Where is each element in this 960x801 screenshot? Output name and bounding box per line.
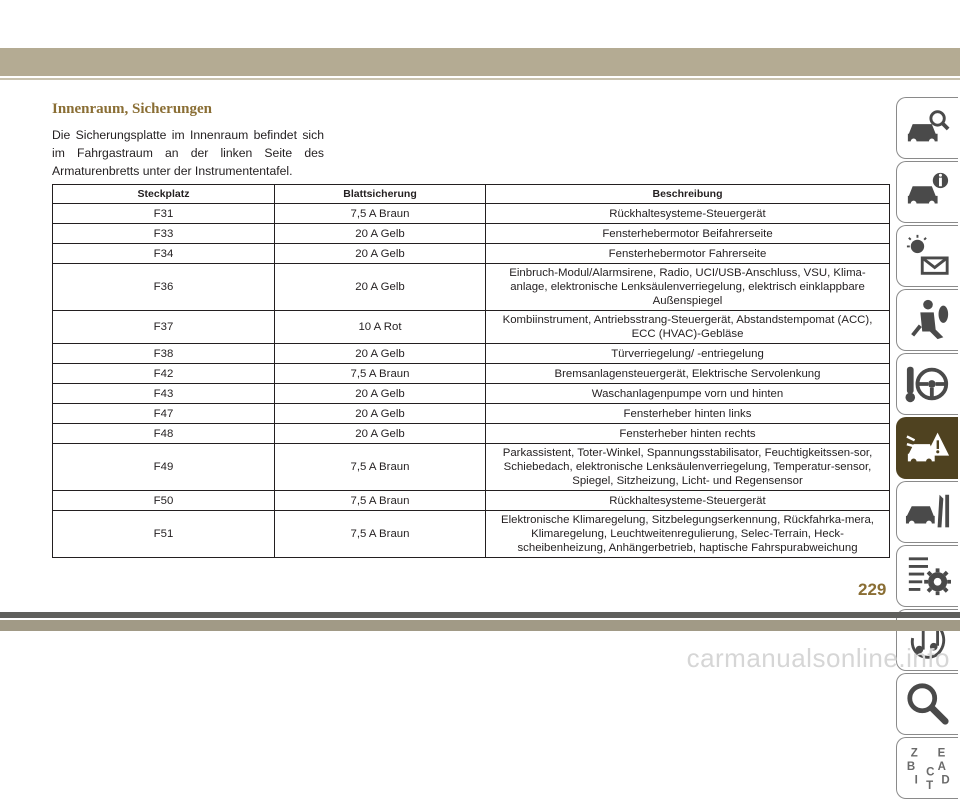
table-row	[53, 311, 890, 344]
header-fuse: Blattsicherung	[275, 185, 486, 204]
cell-description: Fensterhebermotor Beifahrerseite	[486, 224, 890, 244]
cell-description: Einbruch-Modul/Alarmsirene, Radio, UCI/USB-Anschluss, VSU, Klima-anlage, elektronische Lenksäulenverriegelung, elektrisch einklappbare Außenspiegel	[486, 264, 890, 311]
table-body	[53, 204, 890, 558]
header-slot: Steckplatz	[53, 185, 275, 204]
cell-description: Fensterhebermotor Fahrerseite	[486, 244, 890, 264]
cell-description: Kombiinstrument, Antriebsstrang-Steuergerät, Abstandstempomat (ACC), ECC (HVAC)-Gebläse	[486, 311, 890, 344]
watermark: carmanualsonline.info	[686, 643, 950, 673]
cell-slot: F49	[53, 444, 275, 491]
car-search-icon	[905, 105, 951, 151]
index-letter: D	[941, 774, 950, 787]
cell-slot: F36	[53, 264, 275, 311]
table-row	[53, 424, 890, 444]
page-number: 229	[858, 580, 887, 599]
table-row	[53, 491, 890, 511]
intro-paragraph: Die Sicherungsplatte im Innenraum befindet sich im Fahrgastraum an der linken Seite des Armaturenbretts unter der Instrumententafel.	[52, 128, 324, 178]
index-letters-icon	[905, 745, 951, 791]
fuse-table	[52, 184, 890, 558]
table-row	[53, 344, 890, 364]
table-row	[53, 264, 890, 311]
chapter-tab-steering-wheel-key[interactable]	[896, 353, 958, 415]
cell-fuse: 7,5 A Braun	[275, 204, 486, 224]
chapter-tab-car-search[interactable]	[896, 97, 958, 159]
index-letter: Z	[910, 747, 918, 760]
table-row	[53, 444, 890, 491]
specifications-gear-icon	[905, 553, 951, 599]
chapter-tab-warning-lights-message[interactable]	[896, 225, 958, 287]
index-letter: C	[926, 766, 935, 779]
cell-fuse: 7,5 A Braun	[275, 491, 486, 511]
chapter-tab-airbag-seat[interactable]	[896, 289, 958, 351]
table-row	[53, 224, 890, 244]
cell-slot: F38	[53, 344, 275, 364]
chapter-tabs	[896, 97, 960, 801]
chapter-tab-index-letters[interactable]	[896, 737, 958, 799]
table-header-row	[53, 185, 890, 204]
search-magnifier-icon	[905, 681, 951, 727]
airbag-seat-icon	[905, 297, 951, 343]
car-service-icon	[905, 489, 951, 535]
cell-description: Parkassistent, Toter-Winkel, Spannungsstabilisator, Feuchtigkeitssen-sor, Schiebedach, elektronische Lenksäulenverriegelung, Temperatur-sensor, Spiegel, Sitzheizung, Licht- und Regensensor	[486, 444, 890, 491]
cell-slot: F50	[53, 491, 275, 511]
index-letter: I	[914, 774, 918, 787]
header-description: Beschreibung	[486, 185, 890, 204]
cell-fuse: 20 A Gelb	[275, 264, 486, 311]
cell-description: Rückhaltesysteme-Steuergerät	[486, 204, 890, 224]
cell-description: Elektronische Klimaregelung, Sitzbelegungserkennung, Rückfahrka-mera, Klimaregelung, Leuchtweitenregulierung, Selec-Terrain, Heck-scheibenheizung, Anhängerbetrieb, haptische Fahrspurabweichung	[486, 511, 890, 558]
cell-slot: F37	[53, 311, 275, 344]
cell-slot: F47	[53, 404, 275, 424]
chapter-tab-car-info[interactable]	[896, 161, 958, 223]
chapter-tab-roadside-emergency[interactable]	[896, 417, 958, 479]
cell-fuse: 10 A Rot	[275, 311, 486, 344]
cell-fuse: 20 A Gelb	[275, 384, 486, 404]
index-letter: E	[937, 747, 946, 760]
chapter-tab-car-service[interactable]	[896, 481, 958, 543]
table-row	[53, 404, 890, 424]
cell-description: Bremsanlagensteuergerät, Elektrische Servolenkung	[486, 364, 890, 384]
cell-slot: F48	[53, 424, 275, 444]
cell-fuse: 7,5 A Braun	[275, 444, 486, 491]
index-letter: B	[906, 760, 916, 773]
cell-fuse: 20 A Gelb	[275, 404, 486, 424]
table-row	[53, 511, 890, 558]
cell-description: Rückhaltesysteme-Steuergerät	[486, 491, 890, 511]
cell-slot: F31	[53, 204, 275, 224]
cell-description: Waschanlagenpumpe vorn und hinten	[486, 384, 890, 404]
roadside-emergency-icon	[905, 425, 951, 471]
chapter-tab-search-magnifier[interactable]	[896, 673, 958, 735]
cell-fuse: 7,5 A Braun	[275, 364, 486, 384]
cell-slot: F33	[53, 224, 275, 244]
footer-band	[0, 612, 960, 618]
footer-band-light	[0, 620, 960, 631]
cell-slot: F42	[53, 364, 275, 384]
cell-description: Türverriegelung/ -entriegelung	[486, 344, 890, 364]
car-info-icon	[905, 169, 951, 215]
cell-fuse: 20 A Gelb	[275, 424, 486, 444]
cell-description: Fensterheber hinten links	[486, 404, 890, 424]
index-letter: T	[926, 780, 934, 791]
section-title: Innenraum, Sicherungen	[52, 101, 213, 117]
table-row	[53, 204, 890, 224]
cell-fuse: 20 A Gelb	[275, 224, 486, 244]
cell-fuse: 7,5 A Braun	[275, 511, 486, 558]
cell-slot: F43	[53, 384, 275, 404]
cell-slot: F34	[53, 244, 275, 264]
cell-fuse: 20 A Gelb	[275, 244, 486, 264]
header-band	[0, 48, 960, 76]
header-rule	[0, 78, 960, 80]
table-row	[53, 384, 890, 404]
index-letter: A	[937, 760, 946, 773]
table-row	[53, 244, 890, 264]
steering-wheel-key-icon	[905, 361, 951, 407]
warning-lights-message-icon	[905, 233, 951, 279]
cell-description: Fensterheber hinten rechts	[486, 424, 890, 444]
table-row	[53, 364, 890, 384]
chapter-tab-specifications-gear[interactable]	[896, 545, 958, 607]
cell-slot: F51	[53, 511, 275, 558]
cell-fuse: 20 A Gelb	[275, 344, 486, 364]
